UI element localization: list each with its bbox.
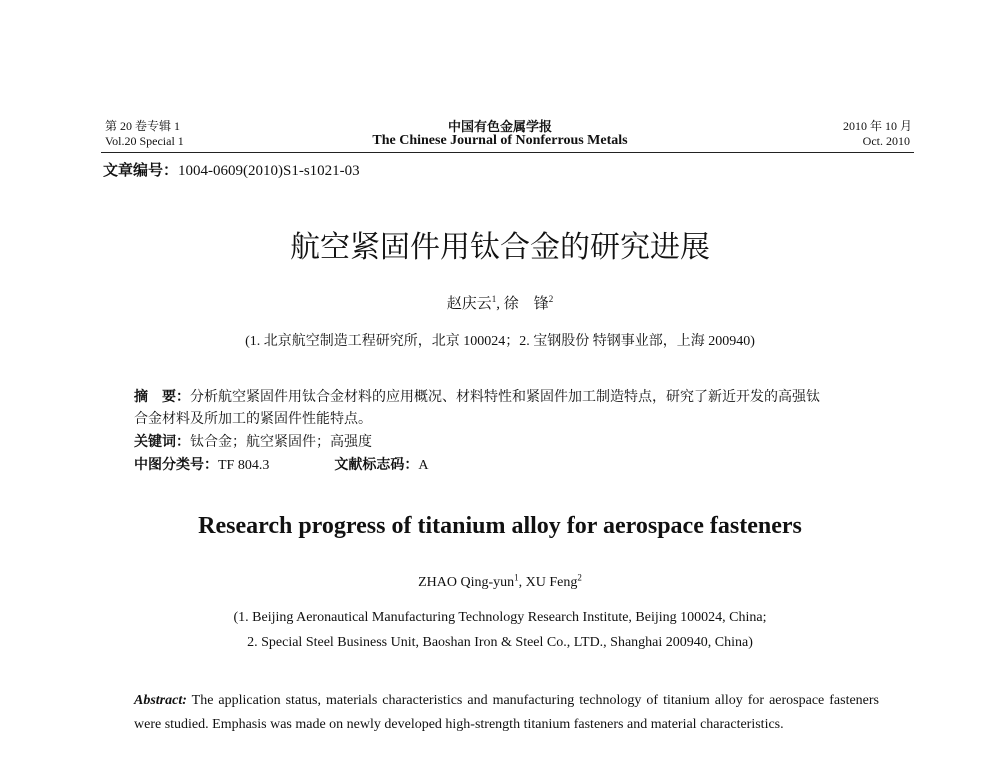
header-volume-cn: 第 20 卷专辑 1 [105,119,181,133]
cn-author-separator: , [496,296,504,312]
cn-author-2: 徐 锋 [503,296,549,312]
header-date-cn: 2010 年 10 月 [842,119,912,133]
header-journal-cn: 中国有色金属学报 [447,120,552,135]
en-authors [0,572,1000,591]
en-abstract [134,689,879,737]
cn-abstract-line-2: 合金材料及所加工的紧固件性能特点。 [134,412,372,427]
en-abstract-text: The application status, materials characteristics and manufacturing technology of titanium alloy for aerospace fasteners were studied. Emphasis was made on newly developed high-strength titanium fasteners and material characteristics. [134,693,879,732]
en-author-2: XU Feng [525,575,578,590]
cn-author-1: 赵庆云 [446,296,492,312]
cn-keywords-value: 钛合金；航空紧固件；高强度 [190,435,372,450]
header-journal-en: The Chinese Journal of Nonferrous Metals [372,133,628,148]
header-rule [101,152,914,153]
doc-code-label: 文献标志码： [334,457,419,473]
en-abstract-label: Abstract: [134,693,187,708]
cn-abstract-text-1: 分析航空紧固件用钛合金材料的应用概况、材料特性和紧固件加工制造特点，研究了新近开发的高强钛 [190,390,820,405]
article-number [103,159,360,180]
en-title: Research progress of titanium alloy for aerospace fasteners [198,513,802,539]
cn-title: 航空紧固件用钛合金的研究进展 [290,230,710,265]
en-author-1: ZHAO Qing-yun [418,575,515,590]
header-date-en: Oct. 2010 [862,134,910,148]
en-affiliation-1: (1. Beijing Aeronautical Manufacturing Technology Research Institute, Beijing 100024, China; [233,610,767,625]
cn-keywords [134,431,879,454]
en-author-1-sup: 1 [514,572,519,583]
en-author-separator: , [518,575,526,590]
en-affiliation-2: 2. Special Steel Business Unit, Baoshan Iron & Steel Co., LTD., Shanghai 200940, China) [247,635,753,650]
cn-author-2-sup: 2 [548,294,554,304]
article-number-label: 文章编号： [103,161,179,179]
en-author-2-sup: 2 [577,572,582,583]
cn-abstract-line-1 [134,386,879,409]
clc-label: 中图分类号： [134,457,218,473]
cn-classification [134,454,879,477]
cn-keywords-label: 关键词： [134,434,190,450]
cn-author-1-sup: 1 [491,294,497,304]
cn-authors [0,292,1000,313]
doc-code-value: A [418,458,429,473]
clc-value: TF 804.3 [218,458,270,473]
cn-abstract-label: 摘 要： [134,389,190,405]
header-volume-en: Vol.20 Special 1 [105,134,184,148]
cn-abstract [134,386,879,477]
article-number-value: 1004-0609(2010)S1-s1021-03 [178,163,360,179]
cn-affiliation: (1. 北京航空制造工程研究所，北京 100024；2. 宝钢股份 特钢事业部，上海 200940) [245,334,755,349]
